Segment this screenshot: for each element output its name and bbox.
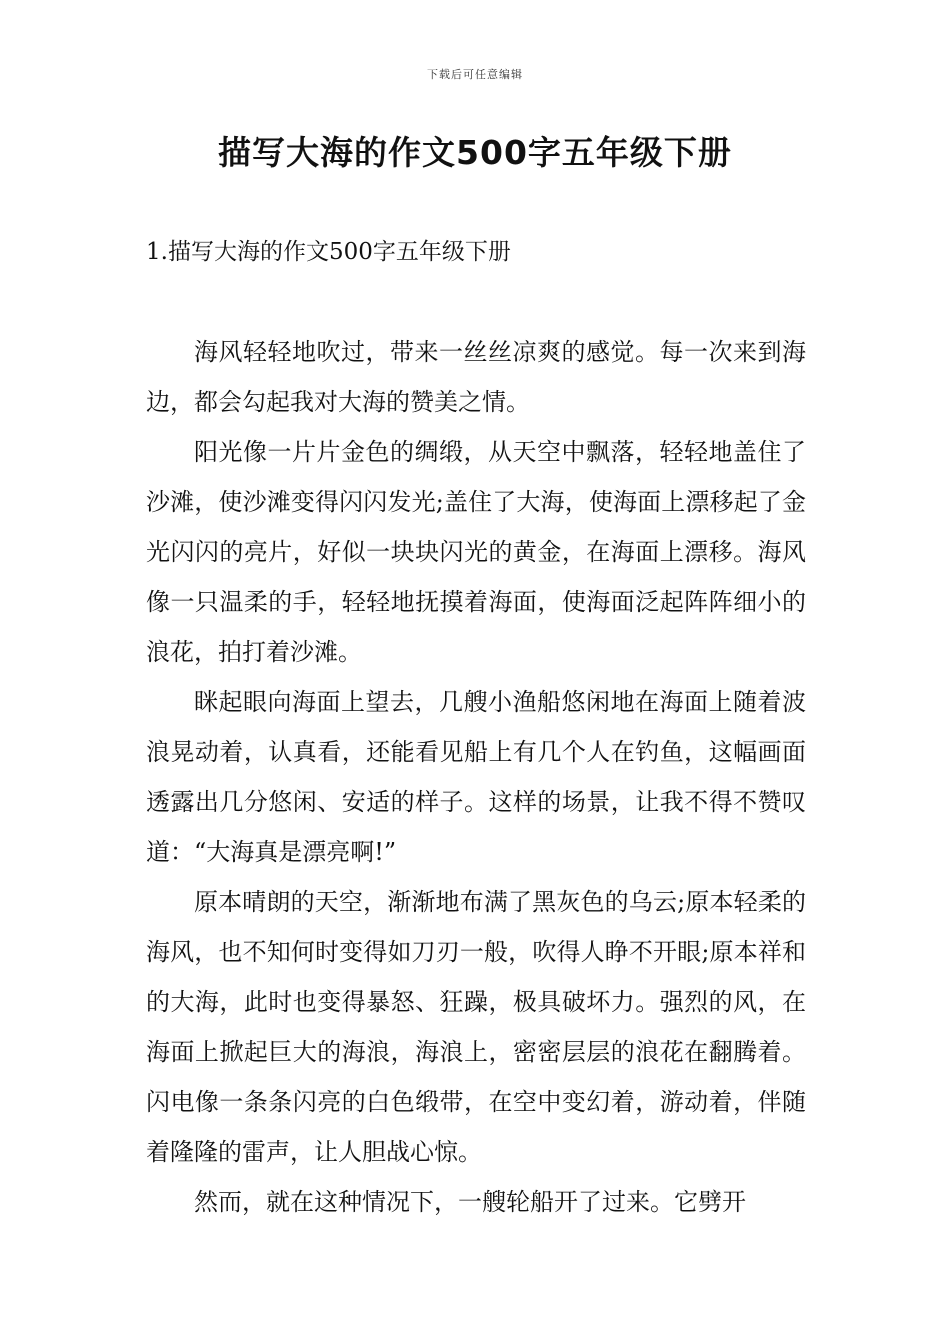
header-note: 下载后可任意编辑: [427, 68, 523, 81]
page-title: 描写大海的作文500字五年级下册: [218, 133, 732, 172]
paragraph: 然而，就在这种情况下，一艘轮船开了过来。它劈开: [194, 1188, 746, 1216]
section-heading: 1.描写大海的作文500字五年级下册: [146, 239, 511, 265]
paragraph: 眯起眼向海面上望去，几艘小渔船悠闲地在海面上随着波浪晃动着，认真看，还能看见船上有几个人在钓鱼，这幅画面透露出几分悠闲、安适的样子。这样的场景，让我不得不赞叹道：“大海真是漂亮啊!”: [146, 688, 806, 866]
article-body: [146, 327, 806, 1227]
paragraph: 海风轻轻地吹过，带来一丝丝凉爽的感觉。每一次来到海边，都会勾起我对大海的赞美之情。: [146, 338, 806, 416]
paragraph: 阳光像一片片金色的绸缎，从天空中飘落，轻轻地盖住了沙滩，使沙滩变得闪闪发光;盖住了大海，使海面上漂移起了金光闪闪的亮片，好似一块块闪光的黄金，在海面上漂移。海风像一只温柔的手，轻轻地抚摸着海面，使海面泛起阵阵细小的浪花，拍打着沙滩。: [146, 438, 806, 666]
paragraph: 原本晴朗的天空，渐渐地布满了黑灰色的乌云;原本轻柔的海风，也不知何时变得如刀刃一般，吹得人睁不开眼;原本祥和的大海，此时也变得暴怒、狂躁，极具破坏力。强烈的风，在海面上掀起巨大的海浪，海浪上，密密层层的浪花在翻腾着。闪电像一条条闪亮的白色缎带，在空中变幻着，游动着，伴随着隆隆的雷声，让人胆战心惊。: [146, 888, 806, 1166]
